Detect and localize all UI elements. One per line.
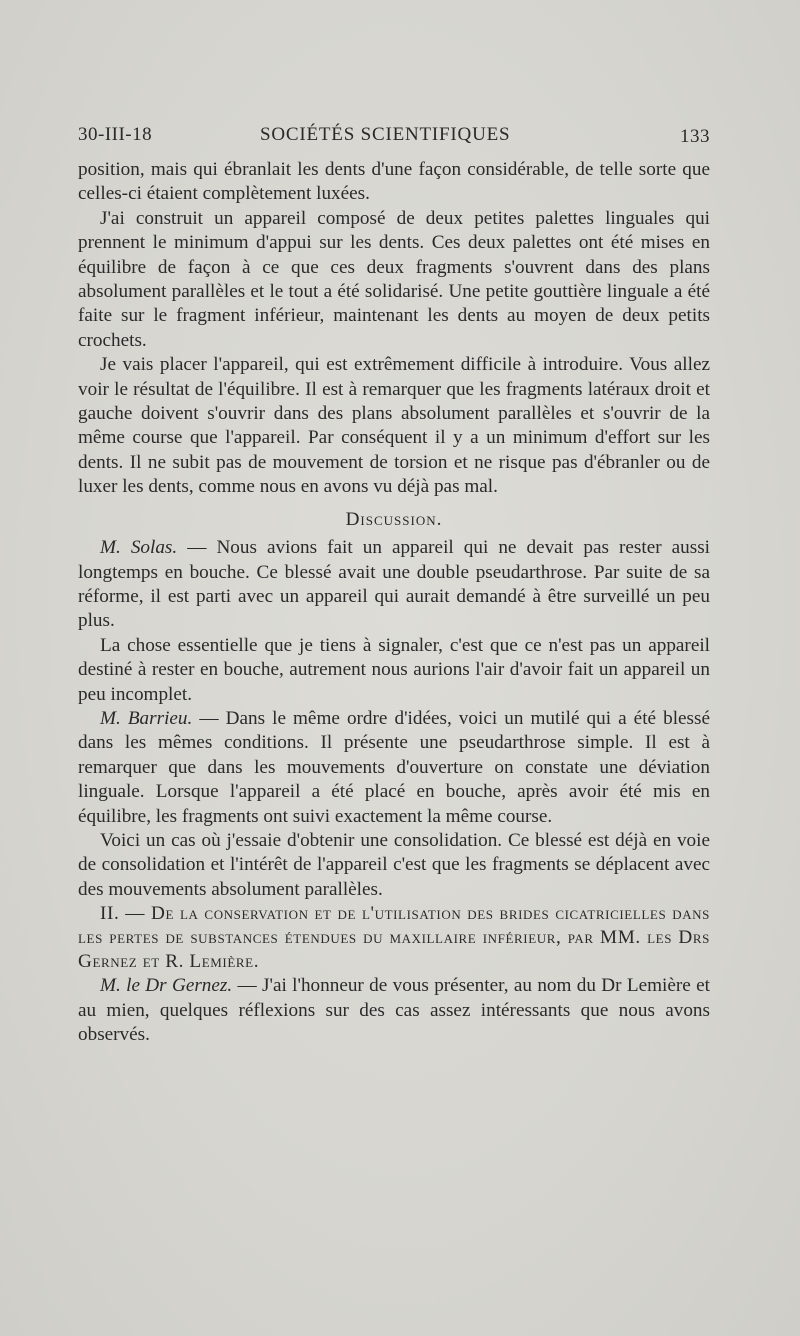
paragraph: position, mais qui ébranlait les dents d'une façon considérable, de telle sorte que celles-ci étaient complètement luxées. (78, 159, 710, 205)
discussion-text: — Dans le même ordre d'idées, voici un mutilé qui a été blessé dans les mêmes conditions. Il présente une pseudarthrose simple. Il est à remarquer que dans les mouvements d'ouverture on constate une déviation linguale. Lorsque l'appareil a été placé en bouche, après avoir été mis en équilibre, les fragments ont suivi exactement la même course. (78, 707, 710, 827)
paragraph: J'ai construit un appareil composé de deux petites palettes linguales qui prennent le minimum d'appui sur les dents. Ces deux palettes ont été mises en équilibre de façon à ce que ces deux fragments s'ouvrent dans des plans absolument parallèles et le tout a été solidarisé. Une petite gouttière linguale a été faite sur le fragment inférieur, maintenant les dents au moyen de deux petits crochets. (78, 207, 710, 351)
header-title: SOCIÉTÉS SCIENTIFIQUES (260, 124, 511, 145)
discussion-entry (78, 829, 710, 902)
running-header (78, 124, 710, 158)
discussion-text: La chose essentielle que je tiens à signaler, c'est que ce n'est pas un appareil destiné à rester en bouche, autrement nous aurions l'air d'avoir fait un appareil un peu incomplet. (78, 634, 710, 705)
paragraph: Je vais placer l'appareil, qui est extrêmement difficile à introduire. Vous allez voir le résultat de l'équilibre. Il est à remarquer que les fragments latéraux droit et gauche doivent s'ouvrir dans des plans absolument parallèles et s'ouvrir de la même course que l'appareil. Par conséquent il y a un minimum d'effort sur les dents. Il ne subit pas de mouvement de torsion et ne risque pas d'ébranler ou de luxer les dents, comme nous en avons vu déjà pas mal. (78, 354, 710, 498)
section-heading: II. — De la conservation et de l'utilisation des brides cicatricielles dans les pertes de substances étendues du maxillaire inférieur, par MM. les Drs Gernez et R. Lemière. (78, 903, 710, 973)
header-date: 30-III-18 (78, 124, 153, 145)
speaker-name: M. Solas. (100, 537, 178, 559)
page-number: 133 (680, 126, 710, 147)
body-text (78, 158, 710, 1047)
section-paragraph (78, 974, 710, 1047)
discussion-text: — Nous avions fait un appareil qui ne devait pas rester aussi longtemps en bouche. Ce blessé avait une double pseudarthrose. Par suite de sa réforme, il est parti avec un appareil qui aurait demandé à être surveillé un peu plus. (78, 537, 711, 632)
discussion-entry (78, 536, 710, 634)
section-text: — J'ai l'honneur de vous présenter, au nom du Dr Lemière et au mien, quelques réflexions sur des cas assez intéressants que nous avons observés. (78, 975, 710, 1045)
discussion-entry (78, 707, 710, 829)
discussion-entry (78, 634, 710, 707)
speaker-name: M. le Dr Gernez. (100, 975, 233, 997)
speaker-name: M. Barrieu. (100, 707, 193, 729)
discussion-heading: Discussion. (345, 508, 443, 530)
discussion-text: Voici un cas où j'essaie d'obtenir une consolidation. Ce blessé est déjà en voie de consolidation et l'intérêt de l'appareil c'est que les fragments se déplacent avec des mouvements absolument parallèles. (78, 829, 710, 900)
